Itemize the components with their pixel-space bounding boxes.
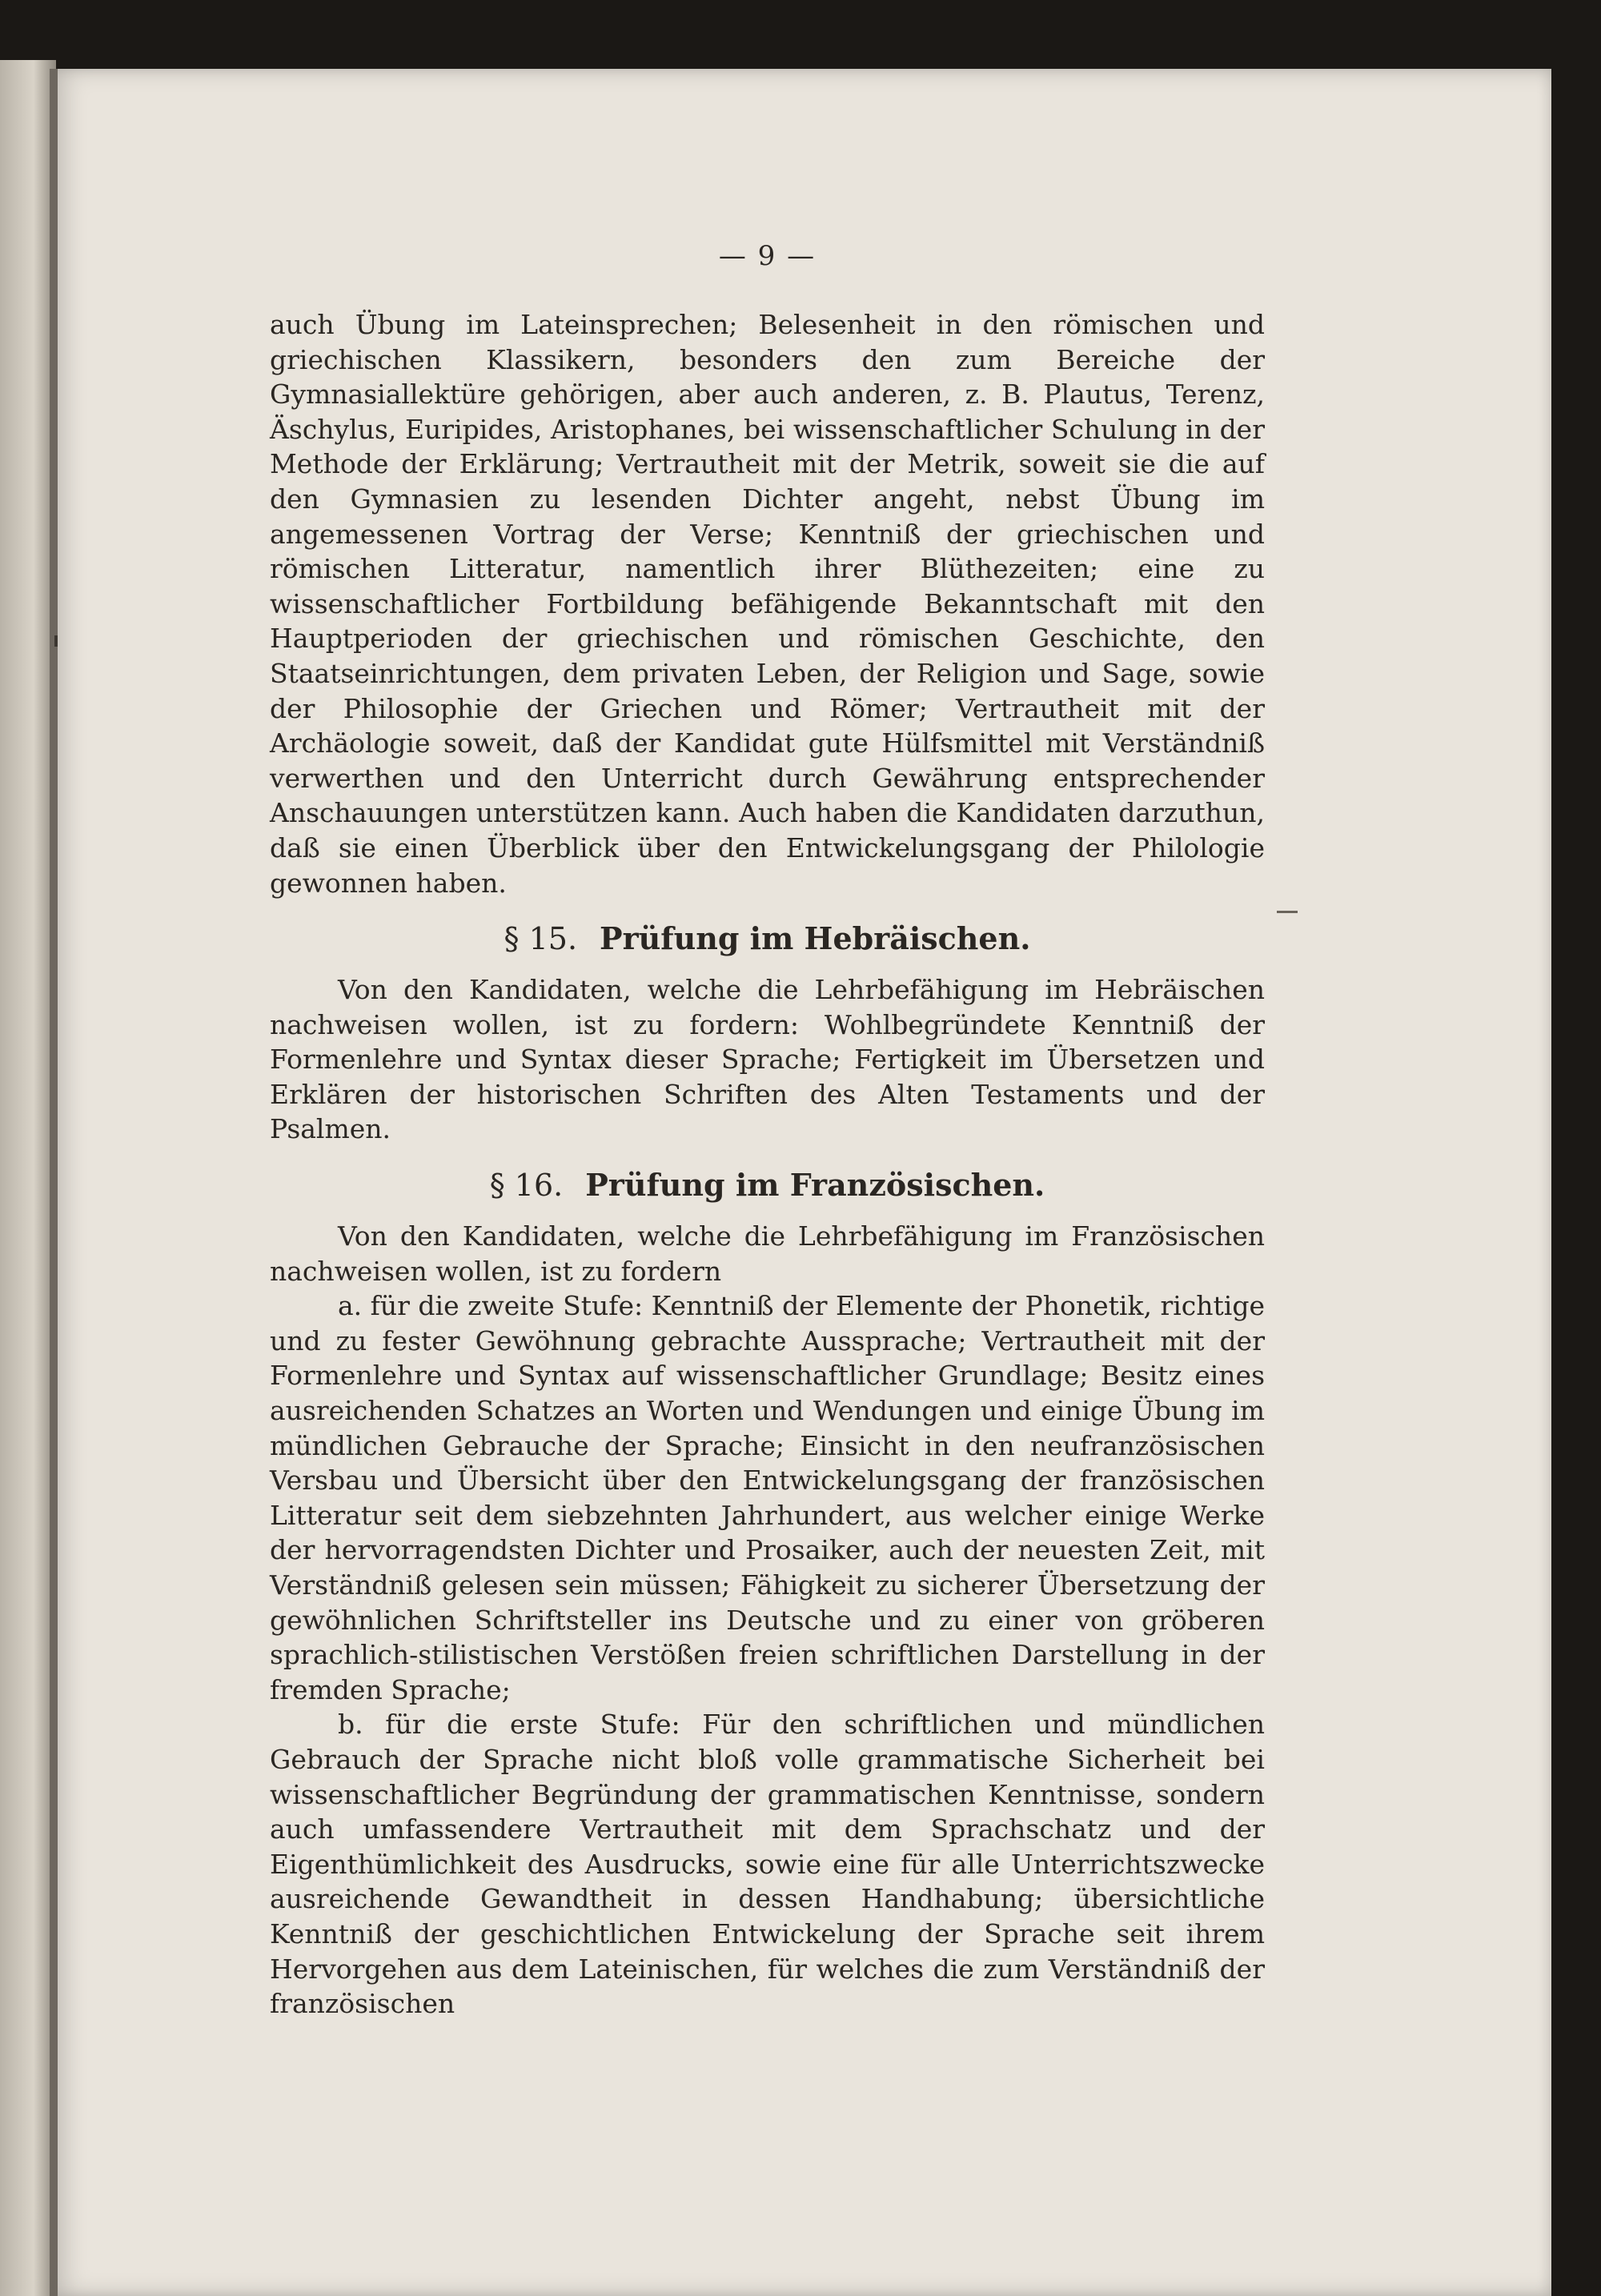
section-16-heading bbox=[270, 1161, 1265, 1209]
section-16-intro: Von den Kandidaten, welche die Lehrbefähigung im Französischen nachweisen wollen, ist zu fordern bbox=[270, 1220, 1265, 1287]
section-15-heading bbox=[270, 915, 1265, 963]
section-15-title: Prüfung im Hebräischen. bbox=[600, 920, 1031, 957]
page-gutter bbox=[50, 69, 58, 2296]
section-16-item-a: a. für die zweite Stufe: Kenntniß der Elemente der Phonetik, richtige und zu fester Gewöhnung gebrachte Aussprache; Vertrautheit mit der Formenlehre und Syntax auf wissenschaftlicher Grundlage; Besitz eines ausreichenden Schatzes an Worten und Wendungen und einige Übung im mündlichen Gebrauche der Sprache; Einsicht in den neufranzösischen Versbau und Übersicht über den Entwickelungsgang der französischen Litteratur seit dem siebzehnten Jahrhundert, aus welcher einige Werke der hervorragendsten Dichter und Prosaiker, auch der neuesten Zeit, mit Verständniß gelesen sein müssen; Fähigkeit zu sicherer Übersetzung der gewöhnlichen Schriftsteller ins Deutsche und zu einer von gröberen sprachlich-stilistischen Verstößen freien schriftlichen Darstellung in der fremden Sprache; bbox=[270, 1290, 1265, 1705]
page-number: — 9 — bbox=[718, 240, 817, 272]
section-16-number: § 16. bbox=[489, 1168, 564, 1204]
section-16-title: Prüfung im Französischen. bbox=[585, 1167, 1045, 1204]
previous-page-edge bbox=[0, 60, 56, 2296]
page-content bbox=[270, 240, 1265, 2022]
section-15-text: Von den Kandidaten, welche die Lehrbefähigung im Hebräischen nachweisen wollen, ist zu fordern: Wohlbegründete Kenntniß der Formenlehre und Syntax dieser Sprache; Fertigkeit im Übersetzen und Erklären der historischen Schriften des Alten Testaments und der Psalmen. bbox=[270, 974, 1265, 1145]
section-16-item-b: b. für die erste Stufe: Für den schriftlichen und mündlichen Gebrauch der Sprache nicht bloß volle grammatische Sicherheit bei wissenschaftlicher Begründung der grammatischen Kenntnisse, sondern auch umfassendere Vertrautheit mit dem Sprachschatz und der Eigenthümlichkeit des Ausdrucks, sowie eine für alle Unterrichtszwecke ausreichende Gewandtheit in dessen Handhabung; übersichtliche Kenntniß der geschichtlichen Entwickelung der Sprache seit ihrem Hervorgehen aus dem Lateinischen, für welches die zum Verständniß der französischen bbox=[270, 1709, 1265, 2020]
margin-mark bbox=[54, 635, 58, 647]
paragraph-continuation: auch Übung im Lateinsprechen; Belesenheit in den römischen und griechischen Klassikern, besonders den zum Bereiche der Gymnasiallektüre gehörigen, aber auch anderen, z. B. Plautus, Terenz, Äschylus, Euripides, Aristophanes, bei wissenschaftlicher Schulung in der Methode der Erklärung; Vertrautheit mit der Metrik, soweit sie die auf den Gymnasien zu lesenden Dichter angeht, nebst Übung im angemessenen Vortrag der Verse; Kenntniß der griechischen und römischen Litteratur, namentlich ihrer Blüthezeiten; eine zu wissenschaftlicher Fortbildung befähigende Bekanntschaft mit den Hauptperioden der griechischen und römischen Geschichte, den Staatseinrichtungen, dem privaten Leben, der Religion und Sage, sowie der Philosophie der Griechen und Römer; Vertrautheit mit der Archäologie soweit, daß der Kandidat gute Hülfsmittel mit Verständniß verwerthen und den Unterricht durch Gewährung entsprechender Anschauungen unterstützen kann. Auch haben die Kandidaten darzuthun, daß sie einen Überblick über den Entwickelungsgang der Philologie gewonnen haben. bbox=[270, 309, 1265, 899]
section-15-number: § 15. bbox=[504, 921, 578, 957]
margin-tick bbox=[1277, 911, 1298, 913]
